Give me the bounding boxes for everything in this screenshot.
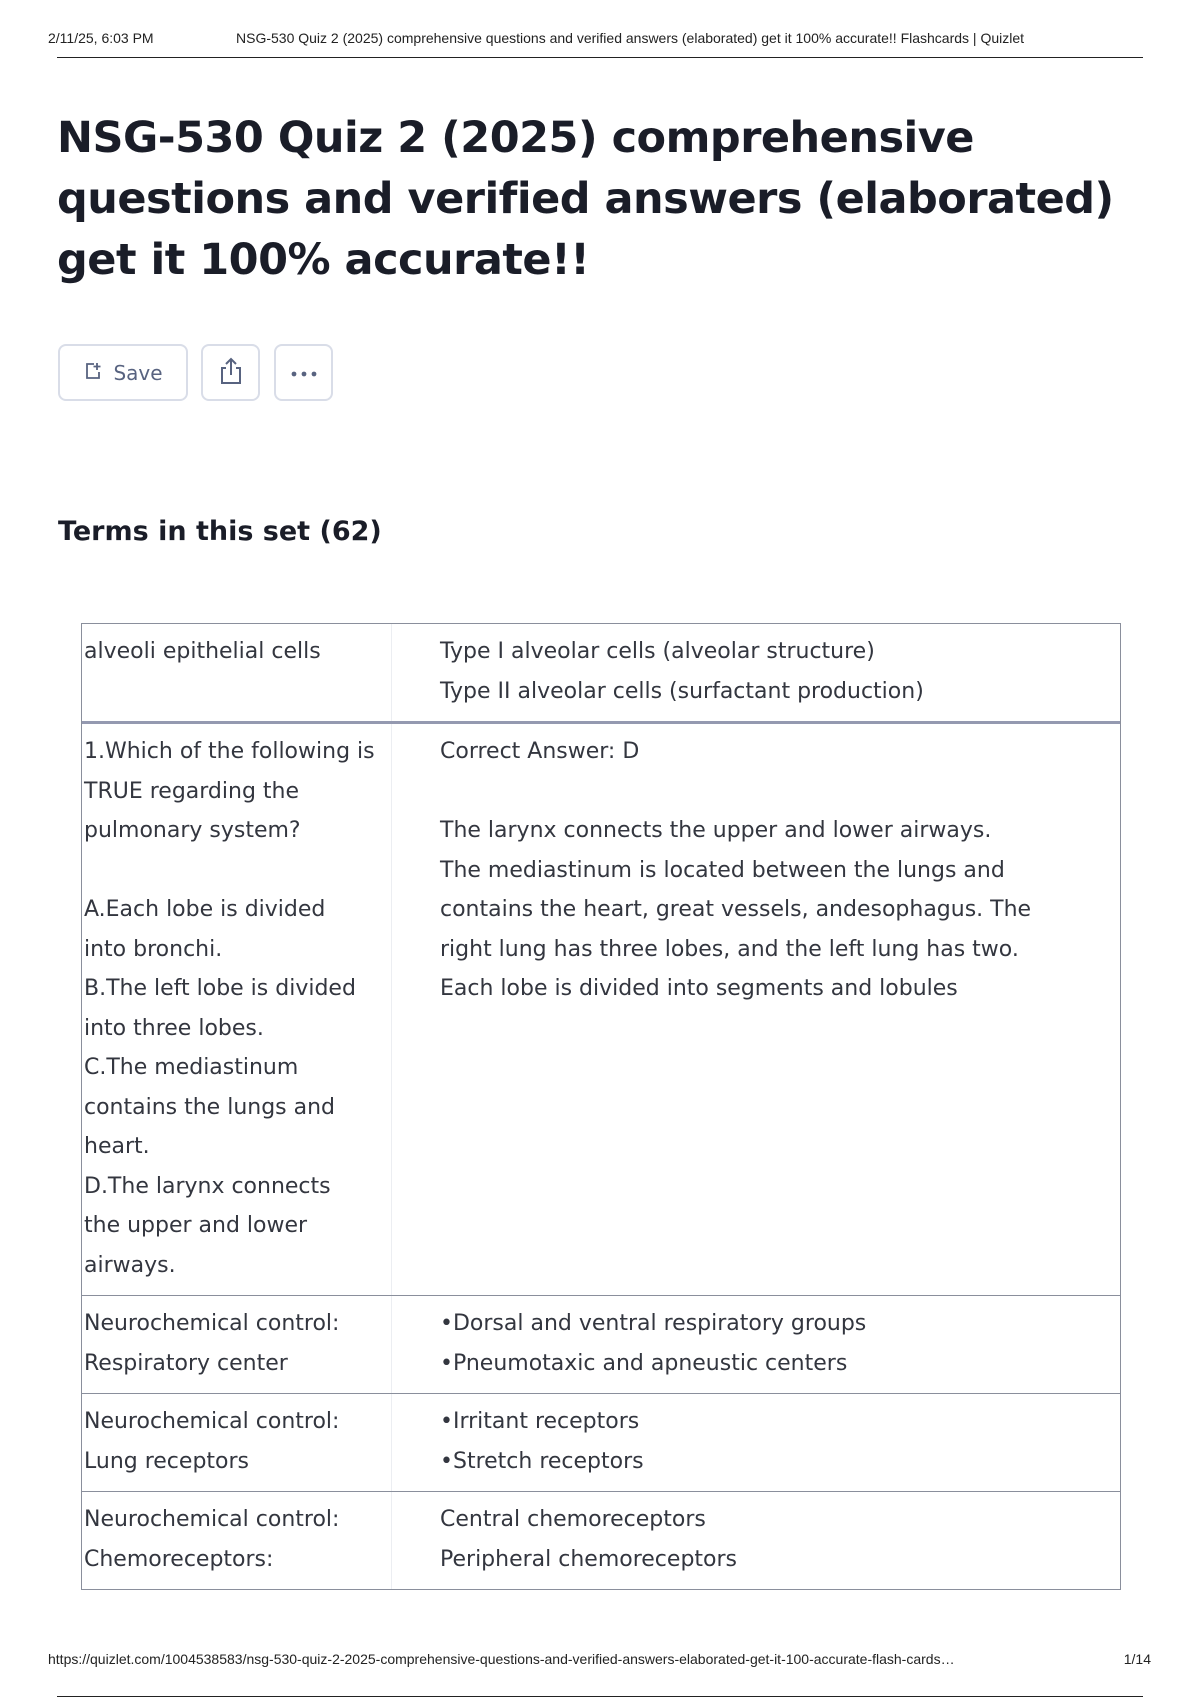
definition-cell: Correct Answer: D The larynx connects the upper and lower airways. The mediastinum is located between the lungs and contains the heart, great vessels, andesophagus. The right lung has three lobes, and the left lung has two. Each lobe is divided into segments and lobules xyxy=(440,739,1032,1001)
more-options-button[interactable] xyxy=(274,344,333,401)
print-page-title: NSG-530 Quiz 2 (2025) comprehensive questions and verified answers (elaborated) get it 100% accurate!! Flashcards | Quizlet xyxy=(236,30,1025,46)
term-row xyxy=(82,721,1120,1295)
terms-heading: Terms in this set (62) xyxy=(58,516,382,547)
definition-cell: Type I alveolar cells (alveolar structure) Type II alveolar cells (surfactant production) xyxy=(440,639,924,704)
term-cell: Neurochemical control: Lung receptors xyxy=(82,1394,392,1491)
term-row xyxy=(82,1393,1120,1491)
definition-cell: Central chemoreceptors Peripheral chemoreceptors xyxy=(440,1507,737,1572)
definition-cell: •Irritant receptors •Stretch receptors xyxy=(440,1409,644,1474)
header-divider xyxy=(57,57,1143,58)
term-row xyxy=(82,1491,1120,1589)
save-button[interactable] xyxy=(58,344,188,401)
term-cell: alveoli epithelial cells xyxy=(82,624,392,721)
term-cell: Neurochemical control: Chemoreceptors: xyxy=(82,1492,392,1589)
print-date: 2/11/25, 6:03 PM xyxy=(48,30,154,46)
footer-divider xyxy=(57,1696,1143,1697)
share-icon xyxy=(217,356,245,390)
more-icon xyxy=(289,363,319,382)
share-button[interactable] xyxy=(201,344,260,401)
terms-table xyxy=(81,623,1121,1590)
term-row xyxy=(82,624,1120,721)
page-number: 1/14 xyxy=(1123,1651,1151,1667)
term-cell: 1.Which of the following is TRUE regarding the pulmonary system? A.Each lobe is divided into bronchi. B.The left lobe is divided into three lobes. C.The mediastinum contains the lungs and heart. D.The larynx connects the upper and lower airways. xyxy=(82,724,392,1295)
save-label: Save xyxy=(113,360,163,385)
page-title: NSG-530 Quiz 2 (2025) comprehensive questions and verified answers (elaborated) get it 100% accurate!! xyxy=(57,113,1114,285)
term-row xyxy=(82,1295,1120,1393)
save-icon xyxy=(83,361,103,385)
print-url: https://quizlet.com/1004538583/nsg-530-quiz-2-2025-comprehensive-questions-and-verified-answers-elaborated-get-it-100-accurate-flash-cards… xyxy=(48,1651,955,1667)
term-cell: Neurochemical control: Respiratory center xyxy=(82,1296,392,1393)
definition-cell: •Dorsal and ventral respiratory groups •Pneumotaxic and apneustic centers xyxy=(440,1311,867,1376)
